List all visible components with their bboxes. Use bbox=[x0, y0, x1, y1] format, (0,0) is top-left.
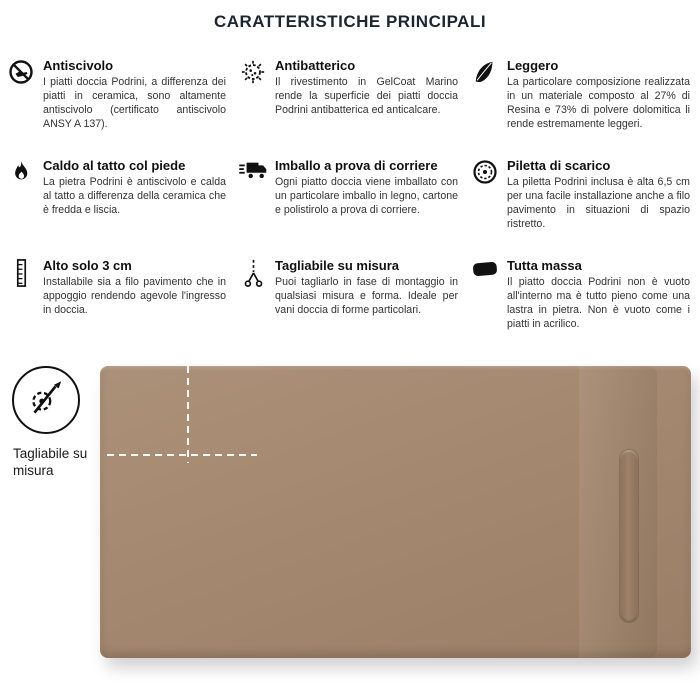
feature-tagliabile bbox=[238, 258, 458, 332]
no-slip-icon bbox=[6, 58, 36, 132]
feature-antiscivolo bbox=[6, 58, 226, 132]
feature-tutta-massa bbox=[470, 258, 690, 332]
solid-slab-icon bbox=[470, 258, 500, 332]
feature-text bbox=[507, 258, 690, 332]
feature-imballo bbox=[238, 158, 458, 232]
feature-title: Tutta massa bbox=[507, 257, 582, 273]
scissors-icon bbox=[238, 258, 268, 332]
feature-text bbox=[507, 58, 690, 132]
feature-description: Il rivestimento in GelCoat Marino rende la superficie dei piatti doccia Podrini antibatterica ed anticalcare. bbox=[275, 76, 458, 116]
feature-title: Antiscivolo bbox=[43, 58, 114, 73]
feature-text bbox=[275, 58, 458, 132]
badge-caption: Tagliabile su misura bbox=[13, 446, 88, 478]
features-grid bbox=[0, 58, 700, 332]
shower-tray-photo bbox=[100, 366, 691, 658]
feature-description: La piletta Podrini inclusa è alta 6,5 cm per una facile installazione anche a filo pavimento in situazioni di spazio ristretto. bbox=[507, 175, 690, 230]
feature-piletta bbox=[470, 158, 690, 232]
feature-leggero bbox=[470, 58, 690, 132]
feature-title: Leggero bbox=[507, 58, 559, 73]
cut-mark-vertical bbox=[187, 366, 189, 463]
feature-title: Piletta di scarico bbox=[507, 157, 611, 173]
feature-text bbox=[275, 258, 458, 332]
feature-caldo-al-tatto bbox=[6, 158, 226, 232]
feature-antibatterico bbox=[238, 58, 458, 132]
feature-title: Antibatterico bbox=[275, 58, 356, 73]
feather-icon bbox=[470, 58, 500, 132]
feature-description: La pietra Podrini è antiscivolo e calda al tatto a differenza della ceramica che è fredda e liscia. bbox=[43, 175, 226, 216]
feature-description: Installabile sia a filo pavimento che in appoggio rendendo agevole l'ingresso in doccia. bbox=[43, 275, 226, 316]
tray-edge-highlight bbox=[579, 366, 657, 658]
drain-icon bbox=[470, 158, 500, 232]
delivery-truck-icon bbox=[238, 158, 268, 232]
feature-description: Ogni piatto doccia viene imballato con un particolare imballo in legno, cartone e polistirolo a prova di corriere. bbox=[275, 175, 458, 216]
drain-cover bbox=[620, 450, 638, 622]
feature-text bbox=[275, 158, 458, 232]
cuttable-badge bbox=[12, 366, 80, 434]
feature-text bbox=[507, 158, 690, 232]
cut-mark-horizontal bbox=[107, 454, 257, 456]
feature-text bbox=[43, 158, 226, 232]
feature-description: La particolare composizione realizzata in un materiale composto al 27% di Resina e 73% di polvere dolomitica li rende estremamente leggeri. bbox=[507, 76, 690, 130]
feature-title: Tagliabile su misura bbox=[275, 257, 400, 273]
page-title: CARATTERISTICHE PRINCIPALI bbox=[213, 12, 487, 31]
bacteria-icon bbox=[238, 58, 268, 132]
saw-blade-icon bbox=[25, 377, 67, 424]
product-section bbox=[0, 360, 700, 700]
feature-text bbox=[43, 258, 226, 332]
feature-text bbox=[43, 58, 226, 132]
feature-title: Alto solo 3 cm bbox=[43, 257, 132, 273]
feature-description: Puoi tagliarlo in fase di montaggio in qualsiasi misura e forma. Ideale per vani doccia di forme particolari. bbox=[275, 275, 458, 316]
feature-alto-3cm bbox=[6, 258, 226, 332]
feature-title: Imballo a prova di corriere bbox=[275, 157, 438, 173]
feature-description: Il piatto doccia Podrini non è vuoto all'interno ma è tutto pieno come una lastra in pietra. Non è vuoto come i piatti in acrilico. bbox=[507, 275, 690, 330]
flame-icon bbox=[6, 158, 36, 232]
feature-title: Caldo al tatto col piede bbox=[43, 157, 186, 173]
feature-description: I piatti doccia Podrini, a differenza dei piatti in ceramica, sono altamente antiscivolo (certificato antiscivolo ANSY A 137). bbox=[43, 76, 226, 130]
ruler-icon bbox=[6, 258, 36, 332]
